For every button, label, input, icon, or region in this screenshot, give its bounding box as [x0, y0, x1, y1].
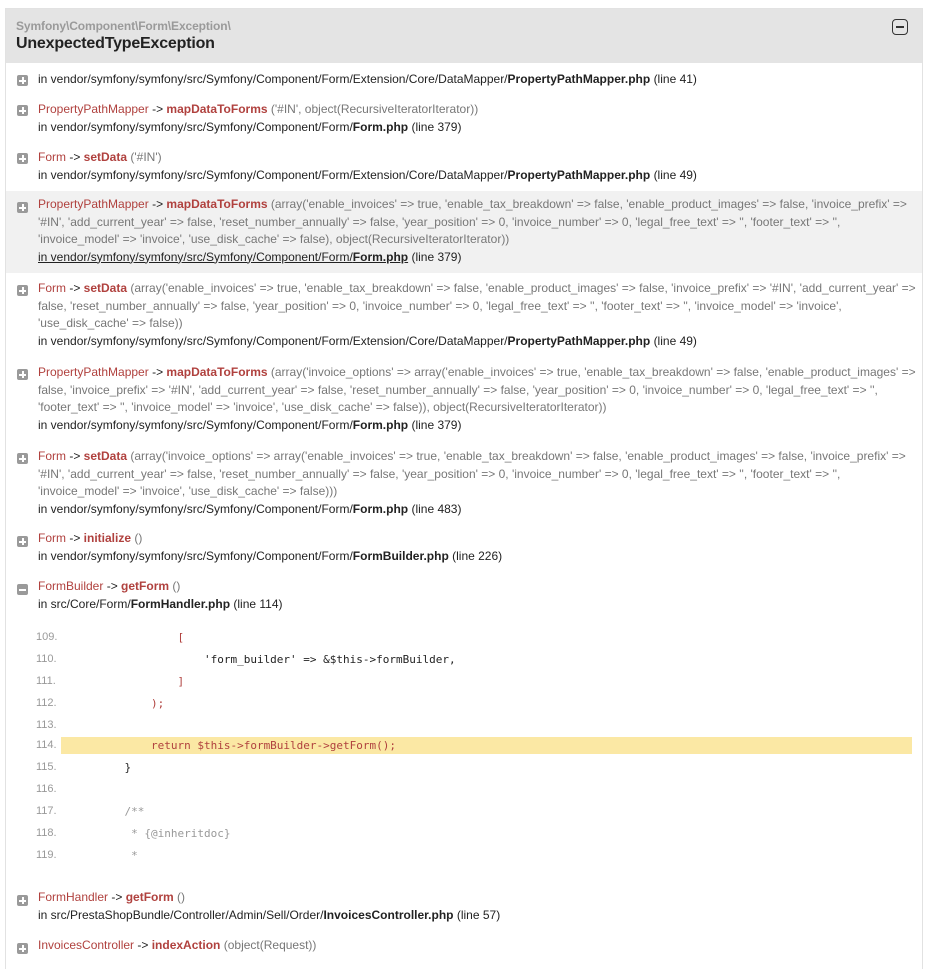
trace-line: (line 226): [452, 548, 503, 563]
code-line: 115. }: [36, 761, 132, 774]
trace-file: InvoicesController.php: [323, 907, 454, 922]
trace-location[interactable]: in vendor/symfony/symfony/src/Symfony/Component/Form/: [38, 249, 353, 264]
trace-body: PropertyPathMapper -> mapDataToForms (array('invoice_options' => array('enable_invoices' => true, 'enable_tax_breakdown' => false, 'enable_product_images' => false, 'invoice_prefix' => '#IN', 'add_current_year' => false, 'reset_number_annually' => false, 'year_position' => 0, 'invoice_number' => 0, 'legal_free_text' => '', 'footer_text' => '', 'invoice_model' => 'invoice', 'use_disk_cache' => false)), object(RecursiveIteratorIterator)) in vendor/symfony/symfony/src/Symfony/Component/Form/Form.php (line 379): [38, 365, 916, 432]
code-line: 111. ]: [36, 675, 185, 688]
trace-method: setData: [83, 150, 128, 164]
trace-item: [6, 95, 922, 139]
trace-file: PropertyPathMapper.php: [507, 72, 651, 86]
trace-file[interactable]: Form.php: [352, 249, 409, 264]
trace-method: setData: [83, 449, 128, 463]
trace-body: Form -> setData ('#IN') in vendor/symfony/symfony/src/Symfony/Component/Form/Extension/Core/DataMapper/PropertyPathMapper.php (line 49): [38, 150, 697, 182]
trace-location: in src/PrestaShopBundle/Controller/Admin/Sell/Order/: [38, 907, 324, 922]
trace-file: Form.php: [352, 501, 409, 516]
code-line: 119. *: [36, 849, 138, 862]
trace-line: (line 49): [653, 333, 697, 348]
expand-icon[interactable]: [17, 943, 28, 954]
expand-icon[interactable]: [17, 895, 28, 906]
trace-args: (object(Request)): [220, 938, 317, 952]
trace-item: [6, 887, 922, 931]
trace-location: in vendor/symfony/symfony/src/Symfony/Component/Form/Extension/Core/DataMapper/: [38, 72, 508, 86]
expand-icon[interactable]: [17, 453, 28, 464]
trace-line: (line 41): [653, 72, 697, 86]
trace-method: mapDataToForms: [166, 102, 268, 116]
collapse-icon[interactable]: [892, 19, 908, 35]
trace-file: PropertyPathMapper.php: [507, 333, 651, 348]
trace-args: ('#IN', object(RecursiveIteratorIterator)): [267, 102, 479, 116]
trace-file: FormHandler.php: [130, 596, 231, 611]
trace-body: Form -> setData (array('invoice_options' => array('enable_invoices' => true, 'enable_tax_breakdown' => false, 'enable_product_images' => false, 'invoice_prefix' => '#IN', 'add_current_year' => false, 'reset_number_annually' => false, 'year_position' => 0, 'invoice_number' => 0, 'legal_free_text' => '', 'footer_text' => '', 'invoice_model' => 'invoice', 'use_disk_cache' => false))) in vendor/symfony/symfony/src/Symfony/Component/Form/Form.php (line 483): [38, 449, 906, 516]
code-line: 110. 'form_builder' => &$this->formBuilder,: [36, 653, 456, 666]
trace-method: indexAction: [151, 938, 221, 952]
trace-line: (line 114): [233, 596, 283, 611]
exception-namespace: Symfony\Component\Form\Exception\: [16, 19, 231, 33]
trace-item: [6, 143, 922, 187]
trace-item-highlighted: [6, 191, 922, 273]
exception-header: [6, 9, 922, 63]
trace-class: Form: [38, 531, 66, 545]
trace-body: FormBuilder -> getForm () in src/Core/Form/FormHandler.php (line 114): [38, 579, 283, 611]
trace-location: in vendor/symfony/symfony/src/Symfony/Component/Form/Extension/Core/DataMapper/: [38, 333, 508, 348]
trace-class: InvoicesController: [38, 938, 135, 952]
trace-class: Form: [38, 150, 66, 164]
code-line: 118. * {@inheritdoc}: [36, 827, 231, 840]
trace-body: Form -> initialize () in vendor/symfony/symfony/src/Symfony/Component/Form/FormBuilder.php (line 226): [38, 531, 503, 563]
code-line: 117. /**: [36, 805, 145, 818]
exception-panel: [5, 8, 923, 969]
trace-item: [6, 445, 922, 525]
trace-args: (array('enable_invoices' => true, 'enable_tax_breakdown' => false, 'enable_product_images' => false, 'invoice_prefix' => '#IN', 'add_current_year' => false, 'reset_number_annually' => false, 'year_position' => 0, 'invoice_number' => 0, 'legal_free_text' => '', 'footer_text' => '', 'invoice_model' => 'invoice', 'use_disk_cache' => false), object(RecursiveIteratorIterator)): [38, 197, 907, 246]
trace-class: PropertyPathMapper: [38, 102, 149, 116]
trace-item: [6, 277, 922, 357]
trace-args: (array('invoice_options' => array('enable_invoices' => true, 'enable_tax_breakdown' => false, 'enable_product_images' => false, 'invoice_prefix' => '#IN', 'add_current_year' => false, 'reset_number_annually' => false, 'year_position' => 0, 'invoice_number' => 0, 'legal_free_text' => '', 'footer_text' => '', 'invoice_model' => 'invoice', 'use_disk_cache' => false)), object(RecursiveIteratorIterator)): [38, 365, 916, 414]
trace-location: in vendor/symfony/symfony/src/Symfony/Component/Form/: [38, 417, 353, 432]
expand-icon[interactable]: [17, 202, 28, 213]
trace-body: Form -> setData (array('enable_invoices' => true, 'enable_tax_breakdown' => false, 'enable_product_images' => false, 'invoice_prefix' => '#IN', 'add_current_year' => false, 'reset_number_annually' => false, 'year_position' => 0, 'invoice_number' => 0, 'legal_free_text' => '', 'footer_text' => '', 'invoice_model' => 'invoice', 'use_disk_cache' => false)) in vendor/symfony/symfony/src/Symfony/Component/Form/Extension/Core/DataMapper/PropertyPathMapper.php (line 49): [38, 281, 916, 348]
trace-class: PropertyPathMapper: [38, 365, 149, 379]
collapse-icon[interactable]: [17, 584, 28, 595]
trace-args: (): [173, 890, 186, 904]
code-line: 116.: [36, 783, 57, 795]
code-line: 109. [: [36, 631, 185, 644]
trace-location: in vendor/symfony/symfony/src/Symfony/Component/Form/Extension/Core/DataMapper/: [38, 167, 508, 182]
trace-args: (): [131, 531, 143, 545]
exception-class: UnexpectedTypeException: [16, 35, 215, 52]
expand-icon[interactable]: [17, 285, 28, 296]
code-line: 113.: [36, 719, 57, 731]
trace-location: in vendor/symfony/symfony/src/Symfony/Component/Form/: [38, 501, 353, 516]
trace-args: (): [169, 579, 181, 593]
trace-location: in vendor/symfony/symfony/src/Symfony/Component/Form/: [38, 548, 353, 563]
trace-class: PropertyPathMapper: [38, 197, 149, 211]
trace-line: (line 379): [411, 119, 462, 134]
trace-class: Form: [38, 449, 66, 463]
trace-body: PropertyPathMapper -> mapDataToForms (array('enable_invoices' => true, 'enable_tax_breakdown' => false, 'enable_product_images' => false, 'invoice_prefix' => '#IN', 'add_current_year' => false, 'reset_number_annually' => false, 'year_position' => 0, 'invoice_number' => 0, 'legal_free_text' => '', 'footer_text' => '', 'invoice_model' => 'invoice', 'use_disk_cache' => false), object(RecursiveIteratorIterator)) in vendor/symfony/symfony/src/Symfony/Component/Form/Form.php (line 379): [38, 197, 907, 264]
trace-file: FormBuilder.php: [352, 548, 449, 563]
code-line-current: 114. return $this->formBuilder->getForm();: [61, 737, 912, 754]
trace-class: Form: [38, 281, 66, 295]
expand-icon[interactable]: [17, 369, 28, 380]
trace-args: (array('invoice_options' => array('enable_invoices' => true, 'enable_tax_breakdown' => false, 'enable_product_images' => false, 'invoice_prefix' => '#IN', 'add_current_year' => false, 'reset_number_annually' => false, 'year_position' => 0, 'invoice_number' => 0, 'legal_free_text' => '', 'footer_text' => '', 'invoice_model' => 'invoice', 'use_disk_cache' => false))): [38, 449, 906, 498]
trace-body: [38, 71, 916, 89]
expand-icon[interactable]: [17, 153, 28, 164]
trace-method: mapDataToForms: [166, 197, 268, 211]
trace-line: (line 49): [653, 167, 697, 182]
code-line: 112. );: [36, 697, 165, 710]
trace-item-expanded: [6, 577, 922, 621]
trace-item: [6, 935, 922, 965]
trace-item: [6, 529, 922, 573]
trace-method: getForm: [125, 890, 174, 904]
trace-method: setData: [83, 281, 128, 295]
trace-line: (line 379): [411, 249, 462, 264]
trace-line: (line 483): [411, 501, 462, 516]
expand-icon[interactable]: [17, 105, 28, 116]
trace-item: [6, 67, 922, 91]
trace-location: in vendor/symfony/symfony/src/Symfony/Component/Form/: [38, 119, 353, 134]
trace-args: ('#IN'): [127, 150, 162, 164]
trace-item: [6, 361, 922, 441]
trace-method: mapDataToForms: [166, 365, 268, 379]
trace-body: FormHandler -> getForm () in src/PrestaShopBundle/Controller/Admin/Sell/Order/InvoicesController.php (line 57): [38, 890, 501, 922]
expand-icon[interactable]: [17, 75, 28, 86]
trace-method: getForm: [121, 579, 170, 593]
trace-line: (line 57): [456, 907, 501, 922]
trace-file: Form.php: [352, 417, 409, 432]
trace-file: Form.php: [352, 119, 409, 134]
trace-location: in src/Core/Form/: [38, 596, 131, 611]
trace-body: InvoicesController -> indexAction (object(Request)): [38, 938, 317, 952]
trace-args: (array('enable_invoices' => true, 'enable_tax_breakdown' => false, 'enable_product_images' => false, 'invoice_prefix' => '#IN', 'add_current_year' => false, 'reset_number_annually' => false, 'year_position' => 0, 'invoice_number' => 0, 'legal_free_text' => '', 'footer_text' => '', 'invoice_model' => 'invoice', 'use_disk_cache' => false)): [38, 281, 916, 330]
expand-icon[interactable]: [17, 536, 28, 547]
trace-file: PropertyPathMapper.php: [507, 167, 651, 182]
trace-class: FormHandler: [38, 890, 109, 904]
trace-body: PropertyPathMapper -> mapDataToForms ('#IN', object(RecursiveIteratorIterator)) in vendor/symfony/symfony/src/Symfony/Component/Form/Form.php (line 379): [38, 102, 479, 134]
trace-method: initialize: [83, 531, 132, 545]
trace-line: (line 379): [411, 417, 462, 432]
trace-class: FormBuilder: [38, 579, 104, 593]
